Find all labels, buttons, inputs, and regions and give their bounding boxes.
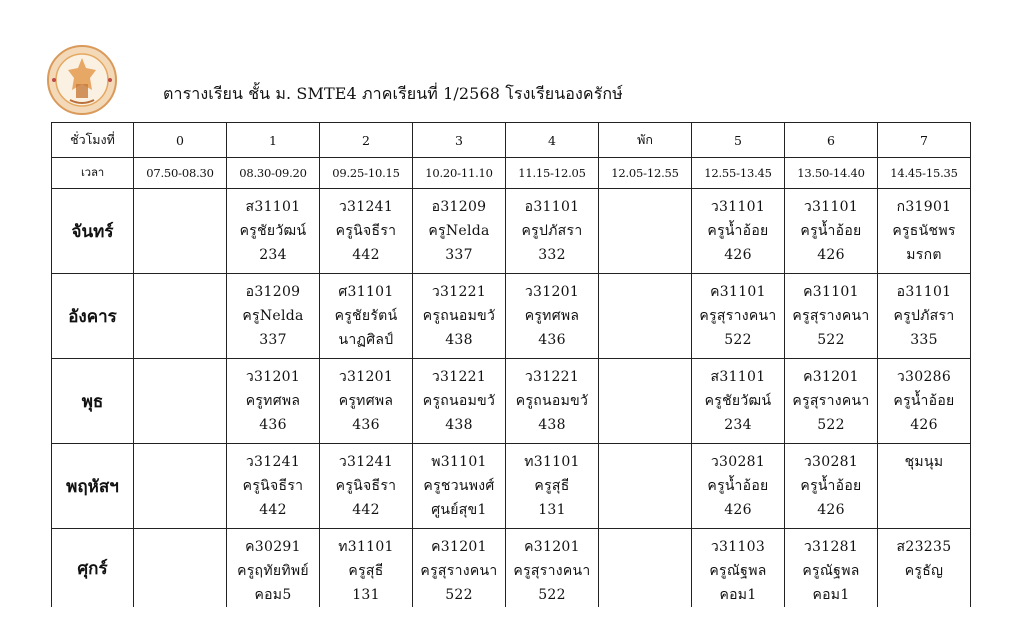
timetable-cell [227, 189, 320, 274]
subject-code: ว31221 [431, 369, 487, 385]
day-name: พุธ [52, 359, 134, 444]
teacher-name: ครูถนอมขวั [422, 393, 496, 409]
teacher-name: ครูธัญ [904, 563, 944, 579]
room: 522 [724, 332, 752, 348]
teacher-name: ครูถนอมขวั [515, 393, 589, 409]
subject-code: ว31101 [710, 199, 766, 215]
timetable-cell [320, 444, 413, 529]
timetable-cell [320, 189, 413, 274]
teacher-name: ครูธนัชพร [892, 223, 956, 239]
timetable-cell [878, 359, 971, 444]
subject-code: ว31103 [710, 539, 766, 555]
teacher-name: ครูณัฐพล [709, 563, 767, 579]
day-row [52, 359, 971, 444]
period-number: 4 [506, 123, 599, 158]
room: มรกต [906, 247, 942, 263]
room: 426 [724, 247, 752, 263]
time-slot: 14.45-15.35 [878, 158, 971, 189]
room: 426 [817, 247, 845, 263]
room: 438 [445, 332, 473, 348]
room: 522 [445, 587, 473, 603]
room: 337 [259, 332, 287, 348]
teacher-name: ครูสุรางคนา [792, 308, 870, 324]
day-name: อังคาร [52, 274, 134, 359]
room: 442 [352, 502, 380, 518]
room: คอม1 [719, 587, 757, 603]
subject-code: ว31201 [524, 284, 580, 300]
timetable-cell [599, 274, 692, 359]
time-slot: 13.50-14.40 [785, 158, 878, 189]
teacher-name: ครูNelda [428, 223, 490, 239]
timetable-cell [599, 359, 692, 444]
period-break: พัก [599, 123, 692, 158]
teacher-name: ครูน้ำอ้อย [800, 223, 862, 239]
room: 436 [538, 332, 566, 348]
room: 438 [445, 417, 473, 433]
timetable-cell [878, 189, 971, 274]
subject-code: ว31221 [524, 369, 580, 385]
subject-code: ค31101 [803, 284, 859, 300]
teacher-name: ครูนิจธีรา [335, 478, 397, 494]
timetable-cell [320, 359, 413, 444]
subject-code: ค31201 [524, 539, 580, 555]
teacher-name: ครูถนอมขวั [422, 308, 496, 324]
room: 522 [817, 417, 845, 433]
period-number: 1 [227, 123, 320, 158]
timetable-cell [320, 274, 413, 359]
room: 337 [445, 247, 473, 263]
timetable-cell [785, 529, 878, 608]
teacher-name: ครูชัยรัตน์ [334, 308, 398, 324]
subject-code: ว31201 [245, 369, 301, 385]
subject-code: ค31201 [803, 369, 859, 385]
subject-code: ว31281 [803, 539, 859, 555]
subject-code: ส31101 [245, 199, 301, 215]
room: ศูนย์สุข1 [431, 502, 487, 518]
teacher-name: ครูชัยวัฒน์ [704, 393, 772, 409]
subject-code: ว31241 [245, 454, 301, 470]
day-row [52, 189, 971, 274]
header-row [52, 123, 971, 158]
page-title: ตารางเรียน ชั้น ม. SMTE4 ภาคเรียนที่ 1/2568 โรงเรียนองครักษ์ [163, 84, 623, 103]
teacher-name: ครูทศพล [245, 393, 301, 409]
room: นาฏศิลป์ [338, 332, 394, 348]
teacher-name: ครูน้ำอ้อย [893, 393, 955, 409]
subject-code: อ31101 [524, 199, 580, 215]
subject-code: ชุมนุม [904, 454, 944, 470]
timetable-cell [413, 359, 506, 444]
day-row [52, 444, 971, 529]
day-name: จันทร์ [52, 189, 134, 274]
period-number: 6 [785, 123, 878, 158]
subject-code: ค31101 [710, 284, 766, 300]
timetable-cell [692, 274, 785, 359]
subject-code: อ31101 [896, 284, 952, 300]
timetable-cell [692, 529, 785, 608]
timetable-cell [134, 359, 227, 444]
teacher-name: ครูน้ำอ้อย [707, 478, 769, 494]
room: คอม5 [254, 587, 292, 603]
room: 442 [259, 502, 287, 518]
teacher-name: ครูปภัสรา [521, 223, 583, 239]
timetable-cell [413, 274, 506, 359]
room: 436 [259, 417, 287, 433]
timetable-cell [227, 444, 320, 529]
teacher-name: ครูทศพล [338, 393, 394, 409]
timetable-cell [413, 529, 506, 608]
teacher-name: ครูน้ำอ้อย [707, 223, 769, 239]
timetable-cell [785, 359, 878, 444]
subject-code: ว30281 [803, 454, 859, 470]
time-label: เวลา [52, 158, 134, 189]
timetable-cell [692, 189, 785, 274]
subject-code: อ31209 [431, 199, 487, 215]
room: คอม1 [812, 587, 850, 603]
room: 234 [724, 417, 752, 433]
teacher-name: ครูน้ำอ้อย [800, 478, 862, 494]
timetable-cell [134, 444, 227, 529]
timetable-cell [599, 444, 692, 529]
timetable-cell [320, 529, 413, 608]
teacher-name: ครูสุรางคนา [792, 393, 870, 409]
timetable-cell [227, 359, 320, 444]
timetable-cell [878, 444, 971, 529]
subject-code: ว31101 [803, 199, 859, 215]
subject-code: ค30291 [245, 539, 301, 555]
timetable-cell [134, 529, 227, 608]
period-number: 5 [692, 123, 785, 158]
teacher-name: ครูทศพล [524, 308, 580, 324]
room: 522 [538, 587, 566, 603]
teacher-name: ครูนิจธีรา [242, 478, 304, 494]
room: 426 [910, 417, 938, 433]
room: 131 [538, 502, 566, 518]
time-slot: 09.25-10.15 [320, 158, 413, 189]
timetable-cell [506, 444, 599, 529]
day-row [52, 529, 971, 608]
subject-code: ค31201 [431, 539, 487, 555]
room: 332 [538, 247, 566, 263]
teacher-name: ครูชวนพงศ์ [423, 478, 495, 494]
teacher-name: ครูสุรางคนา [513, 563, 591, 579]
period-number: 7 [878, 123, 971, 158]
teacher-name: ครูสุรางคนา [699, 308, 777, 324]
timetable-cell [506, 274, 599, 359]
time-slot: 11.15-12.05 [506, 158, 599, 189]
period-header-label: ชั่วโมงที่ [52, 123, 134, 158]
timetable [51, 122, 971, 607]
subject-code: ว31241 [338, 454, 394, 470]
timetable-cell [692, 444, 785, 529]
teacher-name: ครูNelda [242, 308, 304, 324]
subject-code: ก31901 [896, 199, 952, 215]
timetable-cell [227, 529, 320, 608]
timetable-cell [878, 529, 971, 608]
teacher-name: ครูชัยวัฒน์ [239, 223, 307, 239]
subject-code: ว30286 [896, 369, 952, 385]
timetable-cell [785, 189, 878, 274]
room: 438 [538, 417, 566, 433]
timetable-cell [599, 529, 692, 608]
time-slot: 12.05-12.55 [599, 158, 692, 189]
timetable-cell [506, 189, 599, 274]
room: 426 [817, 502, 845, 518]
room: 335 [910, 332, 938, 348]
room: 234 [259, 247, 287, 263]
time-slot: 07.50-08.30 [134, 158, 227, 189]
timetable-cell [413, 444, 506, 529]
teacher-name: ครูปภัสรา [893, 308, 955, 324]
timetable-cell [878, 274, 971, 359]
time-row [52, 158, 971, 189]
timetable-cell [506, 359, 599, 444]
subject-code: อ31209 [245, 284, 301, 300]
teacher-name: ครูสุรางคนา [420, 563, 498, 579]
timetable-cell [134, 189, 227, 274]
room: 522 [817, 332, 845, 348]
room: 426 [724, 502, 752, 518]
time-slot: 12.55-13.45 [692, 158, 785, 189]
teacher-name: ครูฤทัยทิพย์ [237, 563, 309, 579]
room: 131 [352, 587, 380, 603]
timetable-cell [506, 529, 599, 608]
subject-code: ส23235 [896, 539, 952, 555]
timetable-cell [785, 444, 878, 529]
timetable-cell [692, 359, 785, 444]
subject-code: ว30281 [710, 454, 766, 470]
day-name: พฤหัสฯ [52, 444, 134, 529]
room: 442 [352, 247, 380, 263]
timetable-cell [134, 274, 227, 359]
period-number: 2 [320, 123, 413, 158]
teacher-name: ครูนิจธีรา [335, 223, 397, 239]
teacher-name: ครูสุธี [348, 563, 384, 579]
day-name: ศุกร์ [52, 529, 134, 608]
subject-code: ท31101 [524, 454, 580, 470]
subject-code: พ31101 [431, 454, 487, 470]
period-number: 0 [134, 123, 227, 158]
timetable-cell [599, 189, 692, 274]
subject-code: ว31221 [431, 284, 487, 300]
timetable-cell [227, 274, 320, 359]
timetable-cell [785, 274, 878, 359]
timetable-cell [413, 189, 506, 274]
period-number: 3 [413, 123, 506, 158]
subject-code: ว31241 [338, 199, 394, 215]
teacher-name: ครูณัฐพล [802, 563, 860, 579]
subject-code: ส31101 [710, 369, 766, 385]
subject-code: ว31201 [338, 369, 394, 385]
time-slot: 08.30-09.20 [227, 158, 320, 189]
subject-code: ท31101 [338, 539, 394, 555]
school-seal-logo [46, 44, 118, 116]
room: 436 [352, 417, 380, 433]
teacher-name: ครูสุธี [534, 478, 570, 494]
time-slot: 10.20-11.10 [413, 158, 506, 189]
day-row [52, 274, 971, 359]
subject-code: ศ31101 [338, 284, 394, 300]
